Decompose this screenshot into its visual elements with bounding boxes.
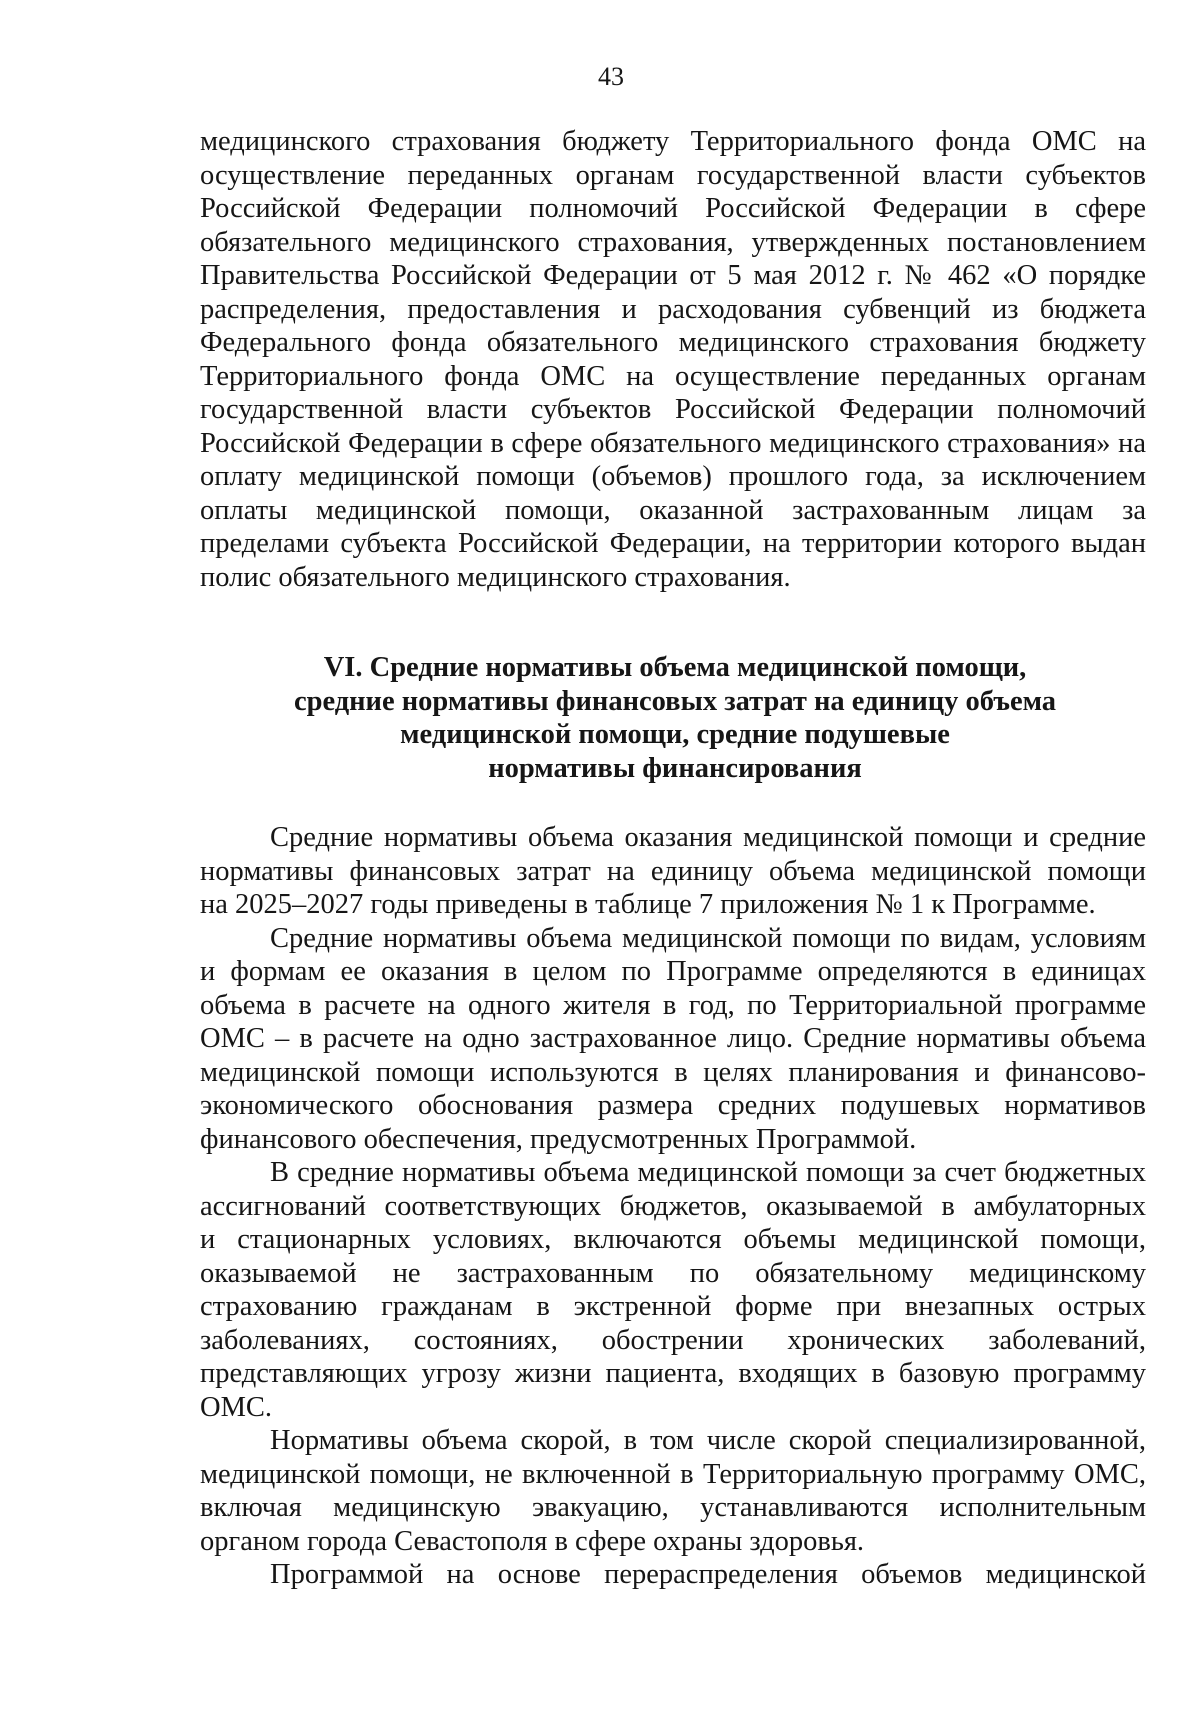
paragraph-line: Средние нормативы объема оказания медицинской помощи и средние — [270, 822, 1146, 853]
section-body — [200, 821, 1146, 1592]
intro-line: Территориального фонда ОМС на осуществление переданных органам — [200, 360, 1146, 392]
paragraph-line: на 2025–2027 годы приведены в таблице 7 приложения № 1 к Программе. — [200, 889, 1096, 920]
intro-line: обязательного медицинского страхования, утвержденных постановлением — [200, 226, 1146, 258]
paragraph-line: Нормативы объема скорой, в том числе скорой специализированной, — [270, 1425, 1146, 1456]
paragraph-line: В средние нормативы объема медицинской помощи за счет бюджетных — [270, 1157, 1146, 1188]
paragraph-line: ОМС. — [200, 1391, 273, 1423]
paragraph-line: включая медицинскую эвакуацию, устанавливаются исполнительным — [200, 1492, 1146, 1523]
section-heading — [200, 651, 1150, 785]
paragraph-line: нормативы финансовых затрат на единицу объема медицинской помощи — [200, 855, 1146, 887]
paragraph-line: заболеваниях, состояниях, обострении хронических заболеваний, — [200, 1324, 1146, 1356]
intro-line: полис обязательного медицинского страхования. — [200, 561, 791, 593]
paragraph-line: и стационарных условиях, включаются объемы медицинской помощи, — [200, 1224, 1146, 1255]
paragraph — [200, 821, 1146, 922]
intro-line: государственной власти субъектов Российской Федерации полномочий — [200, 394, 1146, 425]
intro-line: пределами субъекта Российской Федерации, на территории которого выдан — [200, 528, 1146, 559]
paragraph-line: объема в расчете на одного жителя в год, по Территориальной программе — [200, 989, 1146, 1021]
intro-line: Российской Федерации в сфере обязательного медицинского страхования» на — [200, 427, 1146, 459]
page-number: 43 — [598, 62, 624, 91]
intro-line: Федерального фонда обязательного медицинского страхования бюджету — [200, 327, 1146, 358]
paragraph — [200, 1424, 1146, 1558]
paragraph-line: Средние нормативы объема медицинской помощи по видам, условиям — [270, 922, 1146, 954]
paragraph-line: представляющих угрозу жизни пациента, входящих в базовую программу — [200, 1358, 1146, 1389]
intro-paragraph — [200, 125, 1146, 594]
heading-line: медицинской помощи, средние подушевые — [400, 719, 950, 750]
paragraph — [200, 922, 1146, 1157]
paragraph-line: страхованию гражданам в экстренной форме при внезапных острых — [200, 1291, 1146, 1322]
paragraph-line: и формам ее оказания в целом по Программе определяются в единицах — [200, 956, 1146, 987]
paragraph-line: ассигнований соответствующих бюджетов, оказываемой в амбулаторных — [200, 1190, 1146, 1222]
paragraph-line: оказываемой не застрахованным по обязательному медицинскому — [200, 1257, 1146, 1289]
paragraph-line: финансового обеспечения, предусмотренных Программой. — [200, 1123, 917, 1155]
paragraph-line: органом города Севастополя в сфере охраны здоровья. — [200, 1525, 865, 1557]
paragraph-line: экономического обоснования размера средних подушевых нормативов — [200, 1090, 1146, 1121]
intro-line: оплаты медицинской помощи, оказанной застрахованным лицам за — [200, 494, 1146, 526]
heading-line: нормативы финансирования — [488, 752, 862, 784]
intro-line: медицинского страхования бюджету Территориального фонда ОМС на — [200, 126, 1146, 157]
intro-line: Российской Федерации полномочий Российской Федерации в сфере — [200, 193, 1146, 224]
paragraph-line: медицинской помощи, не включенной в Территориальную программу ОМС, — [200, 1458, 1146, 1490]
intro-line: Правительства Российской Федерации от 5 мая 2012 г. № 462 «О порядке — [200, 260, 1146, 291]
intro-line: оплату медицинской помощи (объемов) прошлого года, за исключением — [200, 461, 1146, 492]
paragraph — [200, 1156, 1146, 1424]
heading-line: средние нормативы финансовых затрат на единицу объема — [293, 685, 1057, 717]
intro-line: распределения, предоставления и расходования субвенций из бюджета — [200, 293, 1146, 325]
intro-line: осуществление переданных органам государственной власти субъектов — [200, 159, 1146, 191]
paragraph-line: медицинской помощи используются в целях планирования и финансово- — [200, 1056, 1146, 1088]
paragraph — [200, 1558, 1146, 1592]
heading-line: VI. Средние нормативы объема медицинской помощи, — [323, 652, 1027, 683]
paragraph-line: ОМС – в расчете на одно застрахованное лицо. Средние нормативы объема — [200, 1023, 1146, 1054]
paragraph-line: Программой на основе перераспределения объемов медицинской — [270, 1559, 1146, 1590]
